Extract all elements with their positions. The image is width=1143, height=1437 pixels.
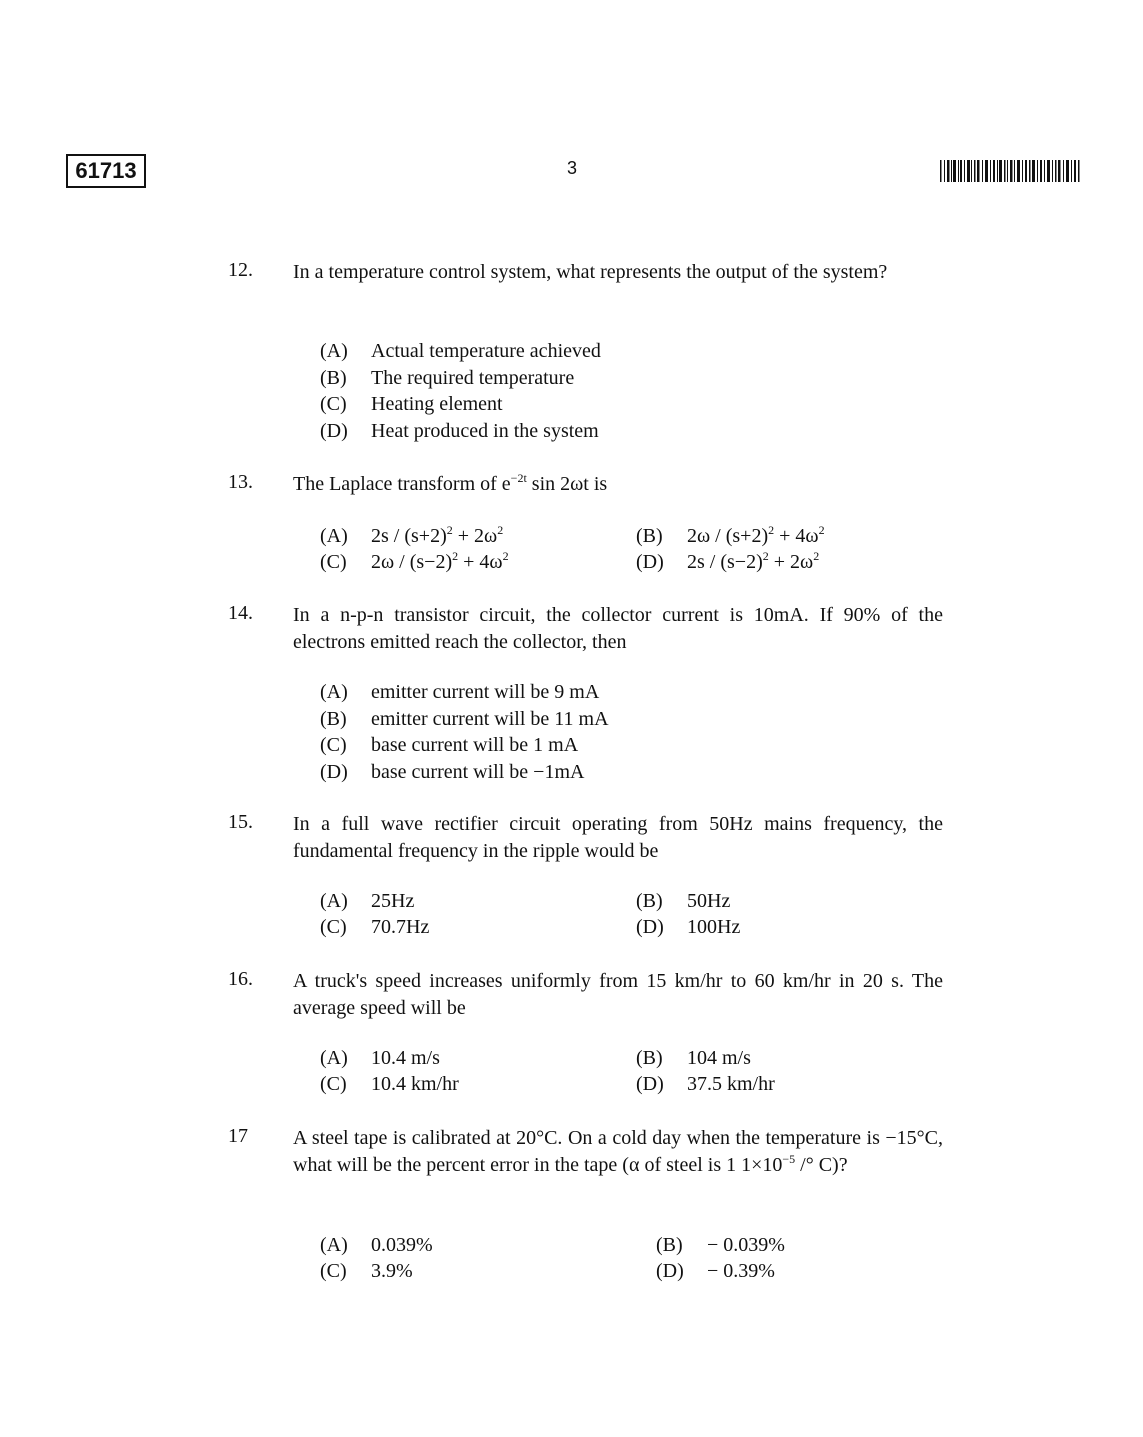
- question-text: In a n-p-n transistor circuit, the collector current is 10mA. If 90% of the electrons emitted reach the collector, then: [293, 604, 943, 653]
- option-b[interactable]: (B) emitter current will be 11 mA: [320, 707, 609, 730]
- question-text: In a temperature control system, what represents the output of the system?: [293, 261, 888, 283]
- option-grid: [320, 888, 940, 942]
- option-d[interactable]: (D) base current will be −1mA: [320, 760, 585, 783]
- option-grid: [320, 1045, 940, 1099]
- option-a[interactable]: (A) 10.4 m/s: [320, 1047, 440, 1069]
- option-b[interactable]: (B) $2\omega / (s+2)^2 + 4\omega^2$: [636, 523, 825, 547]
- question-text: In a full wave rectifier circuit operating from 50Hz mains frequency, the fundamental frequency in the ripple would be: [293, 813, 943, 862]
- option-d[interactable]: (D) − 0.39%: [656, 1260, 775, 1282]
- option-text: Heating element: [371, 393, 503, 415]
- option-label: (A): [320, 340, 348, 362]
- option-grid: [320, 523, 940, 577]
- option-d[interactable]: (D) 37.5 km/hr: [636, 1073, 775, 1095]
- option-d[interactable]: [320, 418, 940, 445]
- question-number: 14.: [228, 602, 253, 624]
- option-label: (C): [320, 393, 347, 415]
- option-label: (B): [320, 366, 347, 389]
- question-text: A truck's speed increases uniformly from 15 km/hr to 60 km/hr in 20 s. The average speed will be: [293, 970, 943, 1019]
- paper-code-box: 61713: [66, 154, 146, 188]
- option-b[interactable]: (B) 104 m/s: [636, 1047, 751, 1069]
- option-text: Heat produced in the system: [371, 419, 599, 442]
- option-b[interactable]: (B) − 0.039%: [656, 1234, 785, 1256]
- option-text: Actual temperature achieved: [371, 340, 601, 362]
- option-text: The required temperature: [371, 366, 575, 389]
- option-c[interactable]: (C) 3.9%: [320, 1260, 413, 1282]
- option-a[interactable]: (A) emitter current will be 9 mA: [320, 681, 600, 703]
- option-a[interactable]: (A) 0.039%: [320, 1234, 433, 1256]
- option-b[interactable]: (B) 50Hz: [636, 890, 731, 912]
- page-number: 3: [566, 158, 577, 178]
- barcode-icon: [940, 160, 1080, 182]
- option-a[interactable]: (A) $2s / (s+2)^2 + 2\omega^2$: [320, 523, 504, 547]
- question-number: 15.: [228, 811, 253, 833]
- option-c[interactable]: (C) 10.4 km/hr: [320, 1073, 459, 1095]
- option-label: (D): [320, 419, 348, 442]
- option-c[interactable]: (C) 70.7Hz: [320, 916, 430, 938]
- option-b[interactable]: [320, 365, 940, 392]
- question-number: 17: [228, 1125, 248, 1147]
- option-list: [320, 679, 940, 785]
- question-text: The Laplace transform of $e^{-2t}$ sin 2ωt is: [293, 471, 608, 495]
- option-c[interactable]: (C) base current will be 1 mA: [320, 734, 579, 756]
- question-text: A steel tape is calibrated at 20°C. On a cold day when the temperature is −15°C, what will be the percent error in the tape (α of steel is 1 $1\times 10^{-5}$ /° C)?: [293, 1127, 943, 1176]
- option-d[interactable]: (D) $2s / (s-2)^2 + 2\omega^2$: [636, 549, 820, 573]
- option-list: [320, 338, 940, 444]
- option-grid: [320, 1232, 940, 1286]
- option-c[interactable]: [320, 391, 940, 418]
- question-number: 12.: [228, 259, 253, 281]
- option-a[interactable]: [320, 338, 940, 365]
- option-a[interactable]: (A) 25Hz: [320, 890, 415, 912]
- question-number: 16.: [228, 968, 253, 990]
- option-d[interactable]: (D) 100Hz: [636, 916, 741, 938]
- question-number: 13.: [228, 471, 253, 493]
- option-c[interactable]: (C) $2\omega / (s-2)^2 + 4\omega^2$: [320, 549, 509, 573]
